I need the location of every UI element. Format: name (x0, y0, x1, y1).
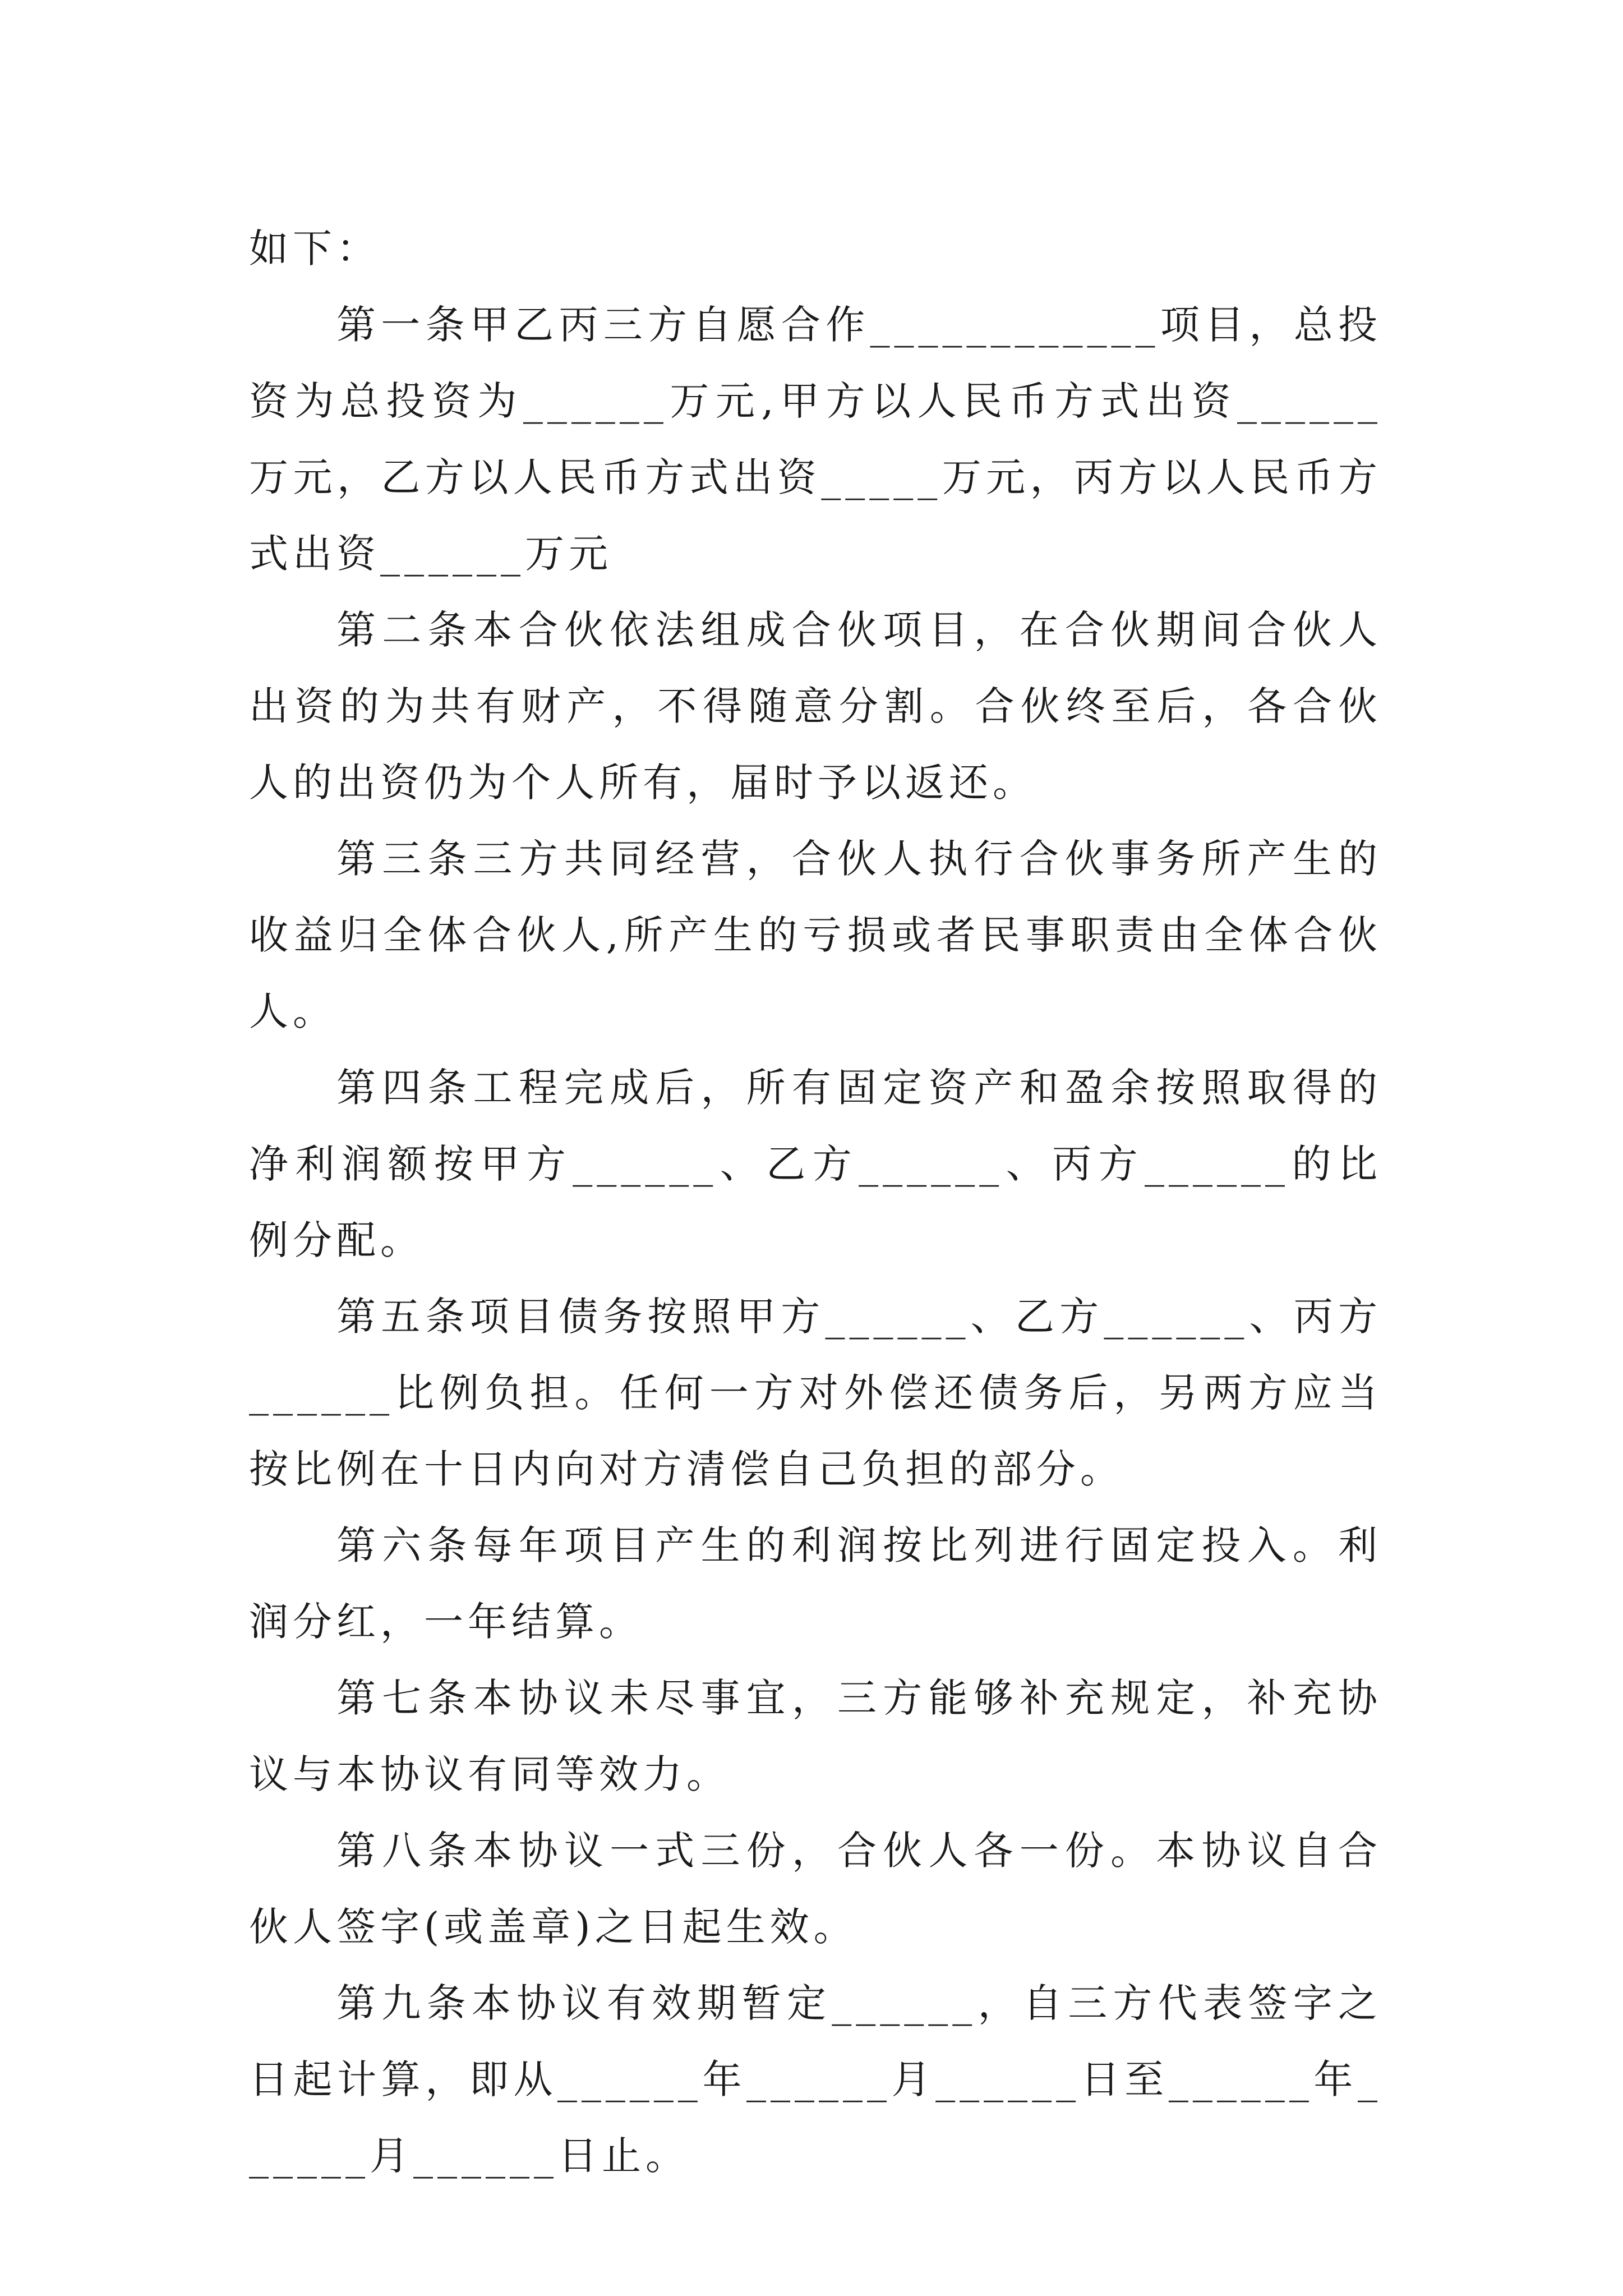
lead-text: 如下： (249, 226, 380, 272)
article-5: 第五条项目债务按照甲方______、乙方______、丙方______比例负担。任何一方对外偿还债务后，另两方应当按比例在十日内向对方清偿自己负担的部分。 (249, 1294, 1382, 1492)
article-3: 第三条三方共同经营，合伙人执行合伙事务所产生的收益归全体合伙人,所产生的亏损或者民事职责由全体合伙人。 (249, 836, 1382, 1034)
document-body (249, 210, 1382, 2194)
article-2: 第二条本合伙依法组成合伙项目，在合伙期间合伙人出资的为共有财产，不得随意分割。合伙终至后，各合伙人的出资仍为个人所有，届时予以返还。 (249, 607, 1382, 806)
article-7: 第七条本协议未尽事宜，三方能够补充规定，补充协议与本协议有同等效力。 (249, 1675, 1382, 1797)
article-9: 第九条本协议有效期暂定______，自三方代表签字之日起计算，即从______年______月______日至______年______月______日止。 (249, 1980, 1382, 2179)
article-8: 第八条本协议一式三份，合伙人各一份。本协议自合伙人签字(或盖章)之日起生效。 (249, 1828, 1382, 1950)
article-1: 第一条甲乙丙三方自愿合作____________项目，总投资为总投资为______万元,甲方以人民币方式出资______万元，乙方以人民币方式出资_____万元，丙方以人民币方式出资______万元 (249, 302, 1382, 577)
article-4: 第四条工程完成后，所有固定资产和盈余按照取得的净利润额按甲方______、乙方______、丙方______的比例分配。 (249, 1065, 1382, 1263)
article-6: 第六条每年项目产生的利润按比列进行固定投入。利润分红，一年结算。 (249, 1522, 1382, 1645)
